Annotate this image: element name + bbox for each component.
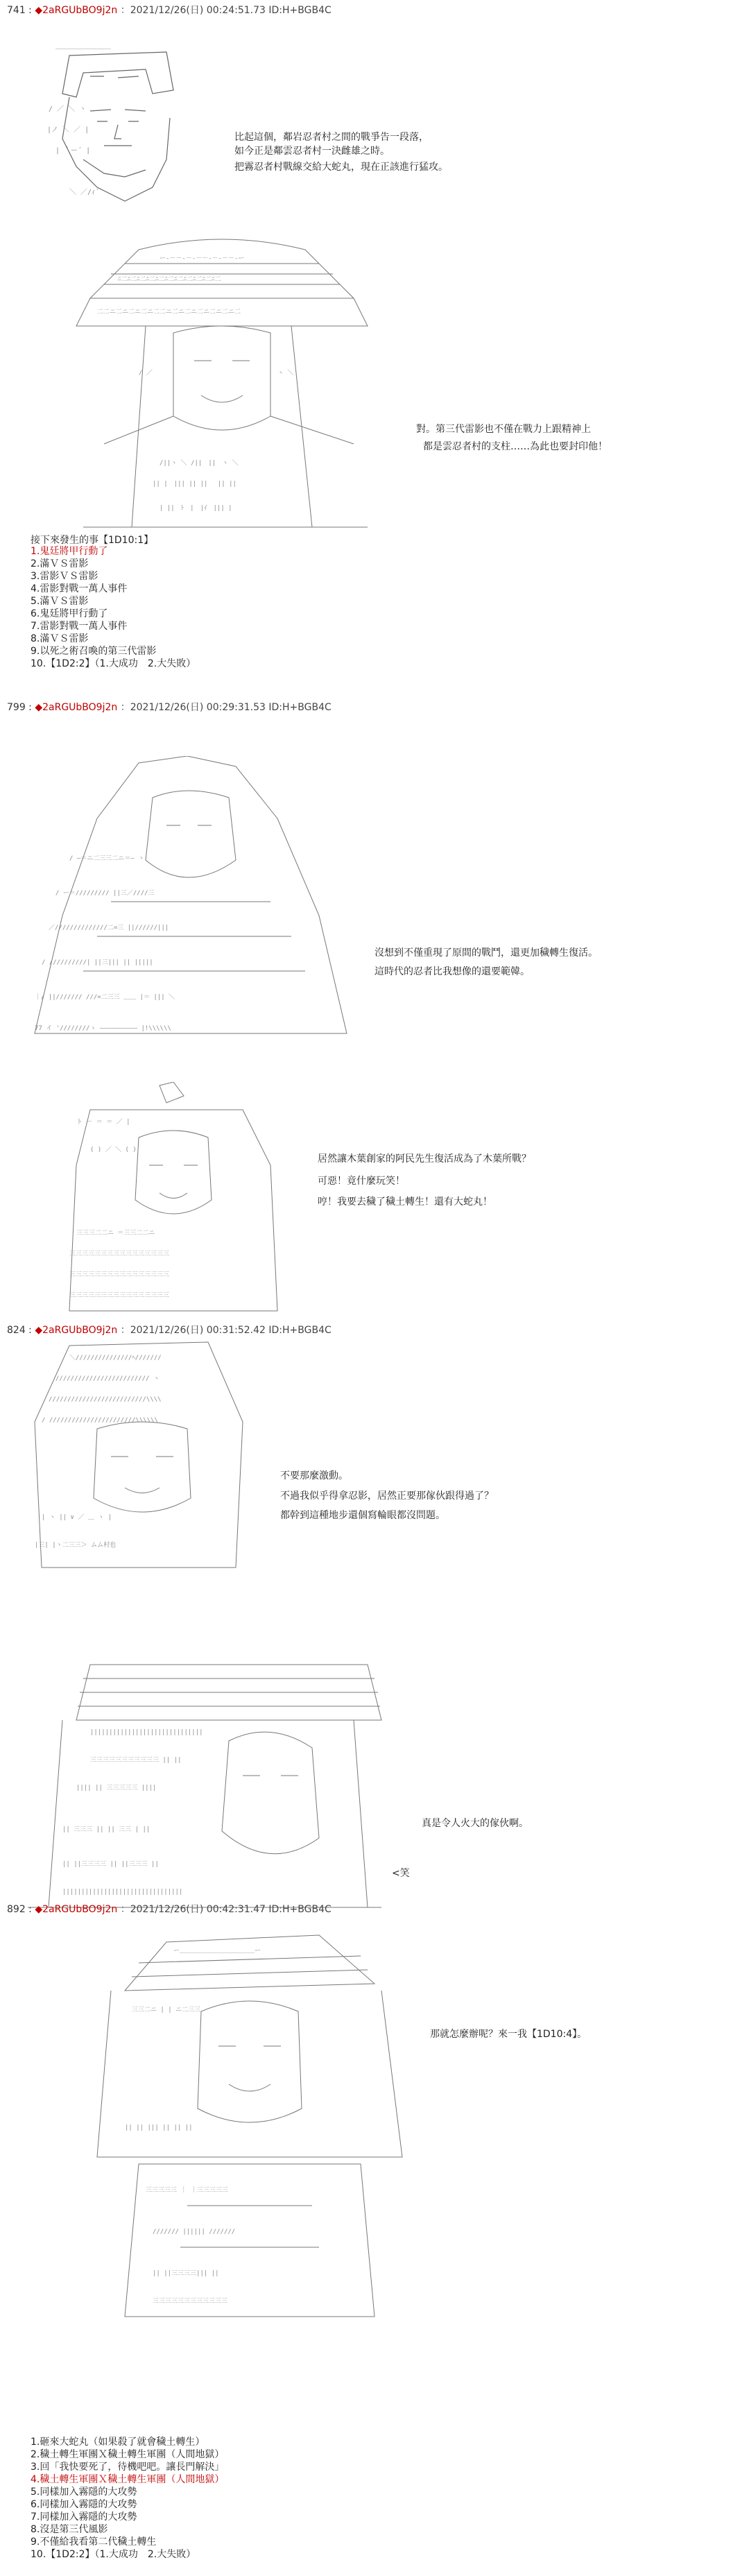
- svg-text:|| || ||| || || ||: || || ||| || || ||: [125, 2124, 193, 2131]
- list-item: 4.雷影對戰一萬人事件: [31, 583, 128, 594]
- post-header: [7, 1902, 332, 1916]
- ascii-art-armored-figure: [62, 1082, 284, 1318]
- svg-text:｜/ ||/////// ///=二三三 ＿＿ |＝ |||: ｜/ ||/////// ///=二三三 ＿＿ |＝ ||| ＼: [35, 994, 175, 1001]
- svg-text:|ノ ＼ ／ |: |ノ ＼ ／ |: [47, 126, 89, 134]
- dialogue-line: 沒想到不僅重現了原間的戰鬥，還更加穢轉生復活。: [374, 947, 598, 959]
- ascii-art-hooded-figure: [28, 756, 354, 1047]
- dialogue-line: 對。第三代雷影也不僅在戰力上跟精神上: [416, 424, 591, 435]
- post-number: 824 :: [7, 1325, 32, 1336]
- svg-text:||||||||||||||||||||||||||||||: ||||||||||||||||||||||||||||||: [90, 1729, 203, 1736]
- svg-text:ー‐－－‐－‐－－‐－‐－－‐ー: ー‐－－‐－‐－－‐－‐－－‐ー: [160, 255, 245, 262]
- dialogue-line: 都是雲忍者村的支柱……為此也要封印他！: [423, 441, 608, 452]
- list-item: 5.滿ＶＳ雷影: [31, 596, 89, 607]
- list-item: 6.鬼廷將甲行動了: [31, 608, 108, 619]
- post-header: [7, 700, 332, 714]
- post-meta: ：2021/12/26(日) 00:29:31.53 ID:H+BGB4C: [120, 702, 332, 713]
- post-meta: ：2021/12/26(日) 00:42:31.47 ID:H+BGB4C: [120, 1904, 332, 1915]
- dialogue-line: 哼！我要去穢了穢土轉生！還有大蛇丸！: [318, 1196, 492, 1208]
- svg-text:＼///////////////ﾍ///////: ＼///////////////ﾍ///////: [69, 1355, 162, 1362]
- svg-text:三三三三三三三三三三三三三三三三: 三三三三三三三三三三三三三三三三: [69, 1271, 170, 1278]
- list-item: 5.同樣加入霧隱的大攻勢: [31, 2487, 137, 2498]
- post-number: 741 :: [7, 5, 32, 16]
- svg-text:| || ﾄ | |ｲ ||| |: | || ﾄ | |ｲ ||| |: [160, 505, 232, 512]
- svg-text:三三二ニ | | ニ二三三: 三三二ニ | | ニ二三三: [132, 2007, 201, 2013]
- list-item: 1.砸來大蛇丸（如果殺了就會穢土轉生）: [31, 2437, 205, 2448]
- svg-text:| ヽ || ∨ ／ ＿ ヽ |: | ヽ || ∨ ／ ＿ ヽ |: [42, 1514, 112, 1521]
- dialogue-line: 比起這個，鄰岩忍者村之間的戰爭告一段落，: [234, 132, 429, 143]
- svg-text:三三三三三三三三三三三 || ||: 三三三三三三三三三三三 || ||: [90, 1757, 182, 1764]
- list-item: 3.回「我快要死了，待機吧吧。讓長門解決」: [31, 2462, 225, 2473]
- laugh-mark: <笑: [392, 1868, 410, 1879]
- list-item: 8.沒是第三代風影: [31, 2524, 108, 2535]
- list-item: 4.穢土轉生軍團Ｘ穢土轉生軍團（人間地獄）: [31, 2474, 225, 2485]
- ascii-art-rooftop-figure: [21, 1651, 395, 1914]
- list-item: 9.以死之術召喚的第三代雷影: [31, 646, 157, 657]
- svg-text:ﾆ二ﾆ二ﾆ二ﾆ二ﾆ二ﾆ二ﾆ二ﾆ二ﾆ二ﾆ二ﾆ二: ﾆ二ﾆ二ﾆ二ﾆ二ﾆ二ﾆ二ﾆ二ﾆ二ﾆ二ﾆ二ﾆ二: [118, 276, 221, 283]
- dialogue-line: 如今正是鄰雲忍者村一決雌雄之時。: [234, 146, 390, 157]
- list-item: 9.不僅給我看第二代穢土轉生: [31, 2536, 157, 2548]
- list-item: 7.同樣加入霧隱的大攻勢: [31, 2511, 137, 2523]
- post-header: [7, 3, 332, 17]
- svg-text:|| ||三三三三||| ||: || ||三三三三||| ||: [153, 2270, 219, 2277]
- svg-text:|三| |ヽ二三三＞ ムム村也: |三| |ヽ二三三＞ ムム村也: [35, 1542, 117, 1549]
- dialogue-line: 不過我似乎得拿忍影，居然正要那傢伙跟得過了？: [280, 1491, 494, 1502]
- svg-text:三三三三三三三三三三三三: 三三三三三三三三三三三三: [153, 2298, 228, 2305]
- post-number: 799 :: [7, 702, 32, 713]
- svg-text:ト － ＝ ＝ ／ |: ト － ＝ ＝ ／ |: [76, 1119, 130, 1126]
- ascii-art-ninja-headband: [42, 28, 201, 222]
- svg-text:|| ||三三三三 || ||三三三 ||: || ||三三三三 || ||三三三 ||: [62, 1861, 159, 1868]
- list-item: 2.穢土轉生軍團Ｘ穢土轉生軍團（人間地獄）: [31, 2449, 225, 2460]
- poster-trip[interactable]: ◆2aRGUbBO9j2n: [35, 1904, 118, 1915]
- event-list: [31, 545, 196, 670]
- svg-text:ー＿＿＿＿＿＿＿＿＿＿＿＿ー: ー＿＿＿＿＿＿＿＿＿＿＿＿ー: [173, 1948, 261, 1955]
- poster-trip[interactable]: ◆2aRGUbBO9j2n: [35, 702, 118, 713]
- svg-text:＼ ／/ｨ´: ＼ ／/ｨ´: [69, 189, 100, 196]
- svg-text://///// |||||| ///////: /////// |||||| ///////: [153, 2229, 236, 2235]
- dialogue-line: 這時代的忍者比我想像的還要範韓。: [374, 966, 530, 977]
- dialogue-line: 不要那麼激動。: [280, 1470, 348, 1482]
- dialogue-line: 把霧忍者村戰線交給大蛇丸，現在正該進行猛攻。: [234, 162, 448, 173]
- list-item: 10.【1D2:2】（1.大成功 2.大失敗）: [31, 2549, 196, 2560]
- svg-text:三三三三三三三三三三三三三三三三: 三三三三三三三三三三三三三三三三: [69, 1292, 170, 1299]
- svg-text:/ ー＝///////// ||三／////三: / ー＝///////// ||三／////三: [55, 890, 155, 897]
- svg-text:三三三三三三三三三三三三三三三三: 三三三三三三三三三三三三三三三三: [69, 1251, 170, 1257]
- list-item: 2.滿ＶＳ雷影: [31, 558, 89, 569]
- ascii-art-kage-figure: [62, 236, 388, 541]
- dialogue-line: 居然讓木葉創家的阿民先生復活成為了木葉所戰？: [318, 1153, 531, 1165]
- svg-text:||||||||||||||||||||||||||||||: ||||||||||||||||||||||||||||||||: [62, 1889, 183, 1896]
- dialogue-line: 真是令人火大的傢伙啊。: [422, 1818, 528, 1829]
- choice-list: [31, 2436, 224, 2561]
- list-item: 10.【1D2:2】（1.大成功 2.大失敗）: [31, 658, 196, 669]
- svg-text:|| 三三三 || || 三三 | ||: || 三三三 || || 三三 | ||: [62, 1826, 150, 1833]
- post-meta: ：2021/12/26(日) 00:24:51.73 ID:H+BGB4C: [120, 5, 332, 16]
- list-item: 7.雷影對戰一萬人事件: [31, 621, 128, 632]
- poster-trip[interactable]: ◆2aRGUbBO9j2n: [35, 1325, 118, 1336]
- dialogue-line: 那就怎麼辦呢？來一我【1D10:4】。: [430, 2029, 587, 2040]
- svg-text:/ ―＝ニ二三三二ニ＝― ヽ: / ―＝ニ二三三二ニ＝― ヽ: [69, 855, 145, 862]
- svg-text:/ ／ ＼ ヽ: / ／ ＼ ヽ: [49, 105, 87, 113]
- svg-text:/ ／: / ／: [139, 370, 153, 377]
- svg-text:三三三二二ニ ＝三三二二ニ: 三三三二二ニ ＝三三二二ニ: [76, 1230, 155, 1237]
- svg-text:/ //////////| ||三||| ||: / //////////| ||三||| || |||||: [42, 959, 153, 966]
- svg-text:三三三三三 ｜ ｜三三三三三: 三三三三三 ｜ ｜三三三三三: [146, 2187, 228, 2194]
- list-item: 6.同樣加入霧隱的大攻勢: [31, 2499, 137, 2510]
- svg-text:77 イ '////////ゝ ―――――――――― |!\: 77 イ '////////ゝ ―――――――――― |!\\\\\\: [35, 1025, 171, 1032]
- dialogue-line: 可惡！竟什麼玩笑！: [318, 1176, 405, 1187]
- ascii-art-straw-hat-figure: [28, 1339, 257, 1574]
- svg-text:///////////////////////// ヽ: ///////////////////////// ヽ: [55, 1375, 160, 1382]
- svg-text://////////////////////////\\\\: //////////////////////////\\\\: [49, 1396, 162, 1403]
- svg-text:| ｀ー´ |: | ｀ー´ |: [55, 147, 91, 155]
- svg-text:|||| || 三三三三三 ||||: |||| || 三三三三三 ||||: [76, 1785, 157, 1792]
- svg-text:／//////////////二=三 ||//////|||: ／//////////////二=三 ||//////|||: [49, 925, 169, 931]
- list-item: 1.鬼廷將甲行動了: [31, 546, 108, 557]
- post-header: [7, 1323, 332, 1337]
- svg-text:＿＿＿＿＿＿＿＿: ＿＿＿＿＿＿＿＿: [55, 43, 111, 51]
- dialogue-line: 都幹到這種地步還個寫輪眼都沒問題。: [280, 1510, 445, 1521]
- list-item: 3.雷影ＶＳ雷影: [31, 571, 98, 582]
- poster-trip[interactable]: ◆2aRGUbBO9j2n: [35, 5, 118, 16]
- post-meta: ：2021/12/26(日) 00:31:52.42 ID:H+BGB4C: [120, 1325, 332, 1336]
- ascii-art-kage-hat-figure: [83, 1928, 430, 2330]
- svg-text:( ) ／ ＼ ( ): ( ) ／ ＼ ( ): [90, 1147, 137, 1153]
- list-title: 接下來發生的事【1D10:1】: [31, 535, 154, 546]
- svg-text:/||ヽ ＼ /|| || ヽ ＼: /||ヽ ＼ /|| || ヽ ＼: [160, 460, 239, 467]
- list-item: 8.滿ＶＳ雷影: [31, 633, 89, 644]
- svg-text:二二ニ二ニ二ニ二ニ二二ニ二ニ二ニ二ニ二ニ二ニ二: 二二ニ二ニ二ニ二ニ二二ニ二ニ二ニ二ニ二ニ二ニ二: [97, 309, 241, 316]
- svg-text:ヽ ＼: ヽ ＼: [277, 370, 294, 377]
- post-number: 892 :: [7, 1904, 32, 1915]
- svg-text:|| | ||| || || || ||: || | ||| || || || ||: [153, 481, 236, 488]
- svg-text:/ ///////////////////////\\\\\: / ///////////////////////\\\\\\: [42, 1417, 158, 1424]
